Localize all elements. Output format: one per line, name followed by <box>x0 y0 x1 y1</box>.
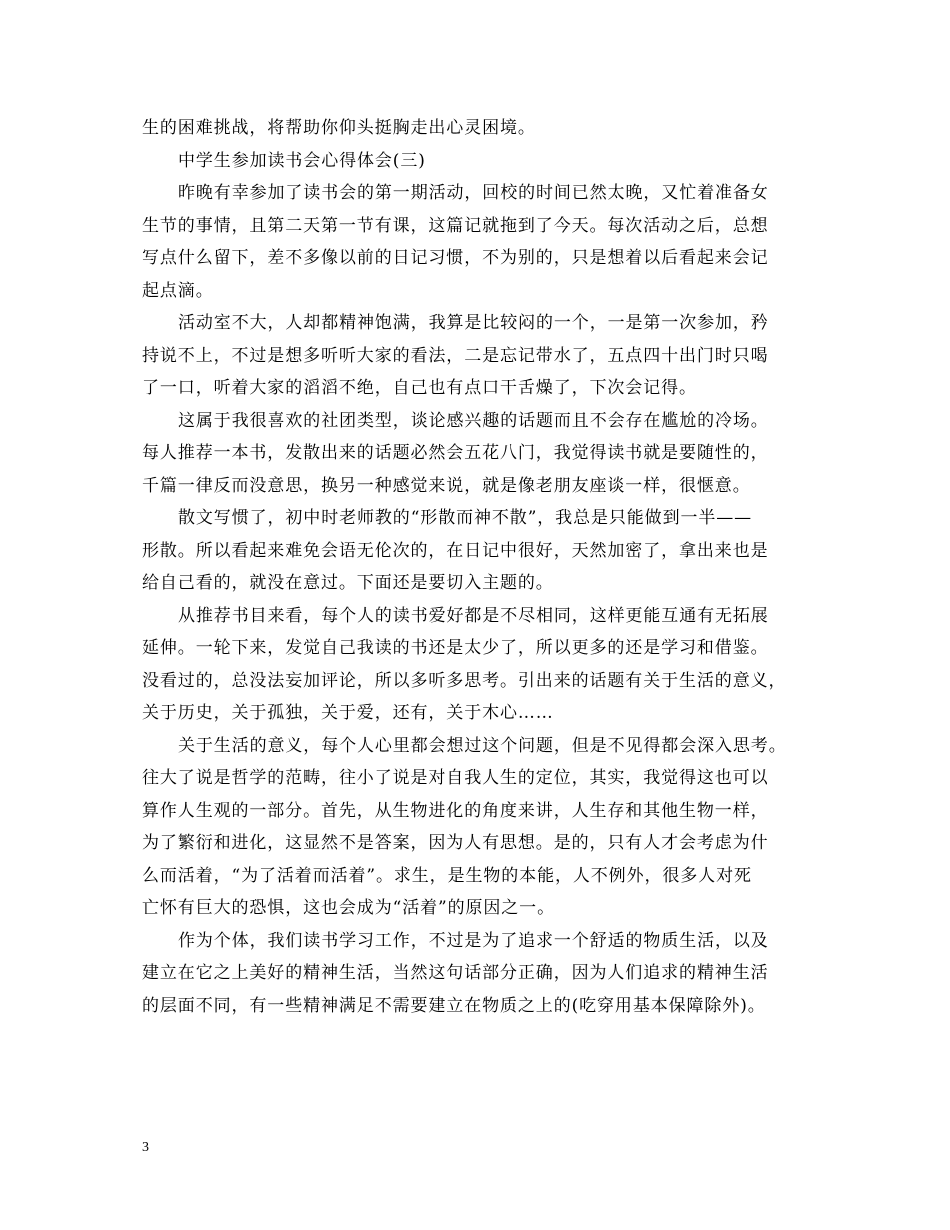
text-line: 没看过的，总没法妄加评论，所以多听多思考。引出来的话题有关于生活的意义， <box>142 670 787 691</box>
text-line: 么而活着，“为了活着而活着”。求生，是生物的本能，人不例外，很多人对死 <box>142 865 752 886</box>
text-line: 的层面不同，有一些精神满足不需要建立在物质之上的(吃穿用基本保障除外)。 <box>142 995 766 1016</box>
text-line: 为了繁衍和进化，这显然不是答案，因为人有思想。是的，只有人才会考虑为什 <box>142 833 769 853</box>
text-line: 形散。所以看起来难免会语无伦次的，在日记中很好，天然加密了，拿出来也是 <box>142 540 769 561</box>
text-line: 活动室不大，人却都精神饱满，我算是比较闷的一个，一是第一次参加，矜 <box>178 313 769 333</box>
text-line: 持说不上，不过是想多听听大家的看法，二是忘记带水了，五点四十出门时只喝 <box>142 345 769 366</box>
text-line: 写点什么留下，差不多像以前的日记习惯，不为别的，只是想着以后看起来会记 <box>142 248 769 268</box>
text-line: 从推荐书目来看，每个人的读书爱好都是不尽相同，这样更能互通有无拓展 <box>178 605 769 626</box>
text-line: 起点滴。 <box>142 280 214 301</box>
text-line: 中学生参加读书会心得体会(三) <box>178 150 426 171</box>
text-line: 了一口，听着大家的滔滔不绝，自己也有点口干舌燥了，下次会记得。 <box>142 378 697 398</box>
text-line: 延伸。一轮下来，发觉自己我读的书还是太少了，所以更多的还是学习和借鉴。 <box>142 638 769 658</box>
text-line: 关于历史，关于孤独，关于爱，还有，关于木心…… <box>142 703 554 723</box>
text-line: 生节的事情，且第二天第一节有课，这篇记就拖到了今天。每次活动之后，总想 <box>142 215 769 236</box>
text-line: 往大了说是哲学的范畴，往小了说是对自我人生的定位，其实，我觉得这也可以 <box>142 768 769 788</box>
text-line: 算作人生观的一部分。首先，从生物进化的角度来讲，人生存和其他生物一样， <box>142 800 769 821</box>
text-line: 建立在它之上美好的精神生活，当然这句话部分正确，因为人们追求的精神生活 <box>142 963 769 983</box>
text-line: 昨晚有幸参加了读书会的第一期活动，回校的时间已然太晚，又忙着准备女 <box>178 183 769 203</box>
text-line: 这属于我很喜欢的社团类型，谈论感兴趣的话题而且不会存在尴尬的冷场。 <box>178 410 769 431</box>
document-body <box>142 112 826 1022</box>
text-line: 千篇一律反而没意思，换另一种感觉来说，就是像老朋友座谈一样，很惬意。 <box>142 475 751 496</box>
text-line: 每人推荐一本书，发散出来的话题必然会五花八门，我觉得读书就是要随性的， <box>142 443 769 463</box>
text-line: 关于生活的意义，每个人心里都会想过这个问题，但是不见得都会深入思考。 <box>178 735 787 756</box>
text-line: 给自己看的，就没在意过。下面还是要切入主题的。 <box>142 573 554 593</box>
page-number: 3 <box>142 1140 149 1155</box>
text-line: 生的困难挑战，将帮助你仰头挺胸走出心灵困境。 <box>142 118 536 138</box>
text-line: 作为个体，我们读书学习工作，不过是为了追求一个舒适的物质生活，以及 <box>178 930 769 951</box>
text-line: 亡怀有巨大的恐惧，这也会成为“活着”的原因之一。 <box>142 898 555 918</box>
text-line: 散文写惯了，初中时老师教的“形散而神不散”，我总是只能做到一半—— <box>178 508 753 528</box>
